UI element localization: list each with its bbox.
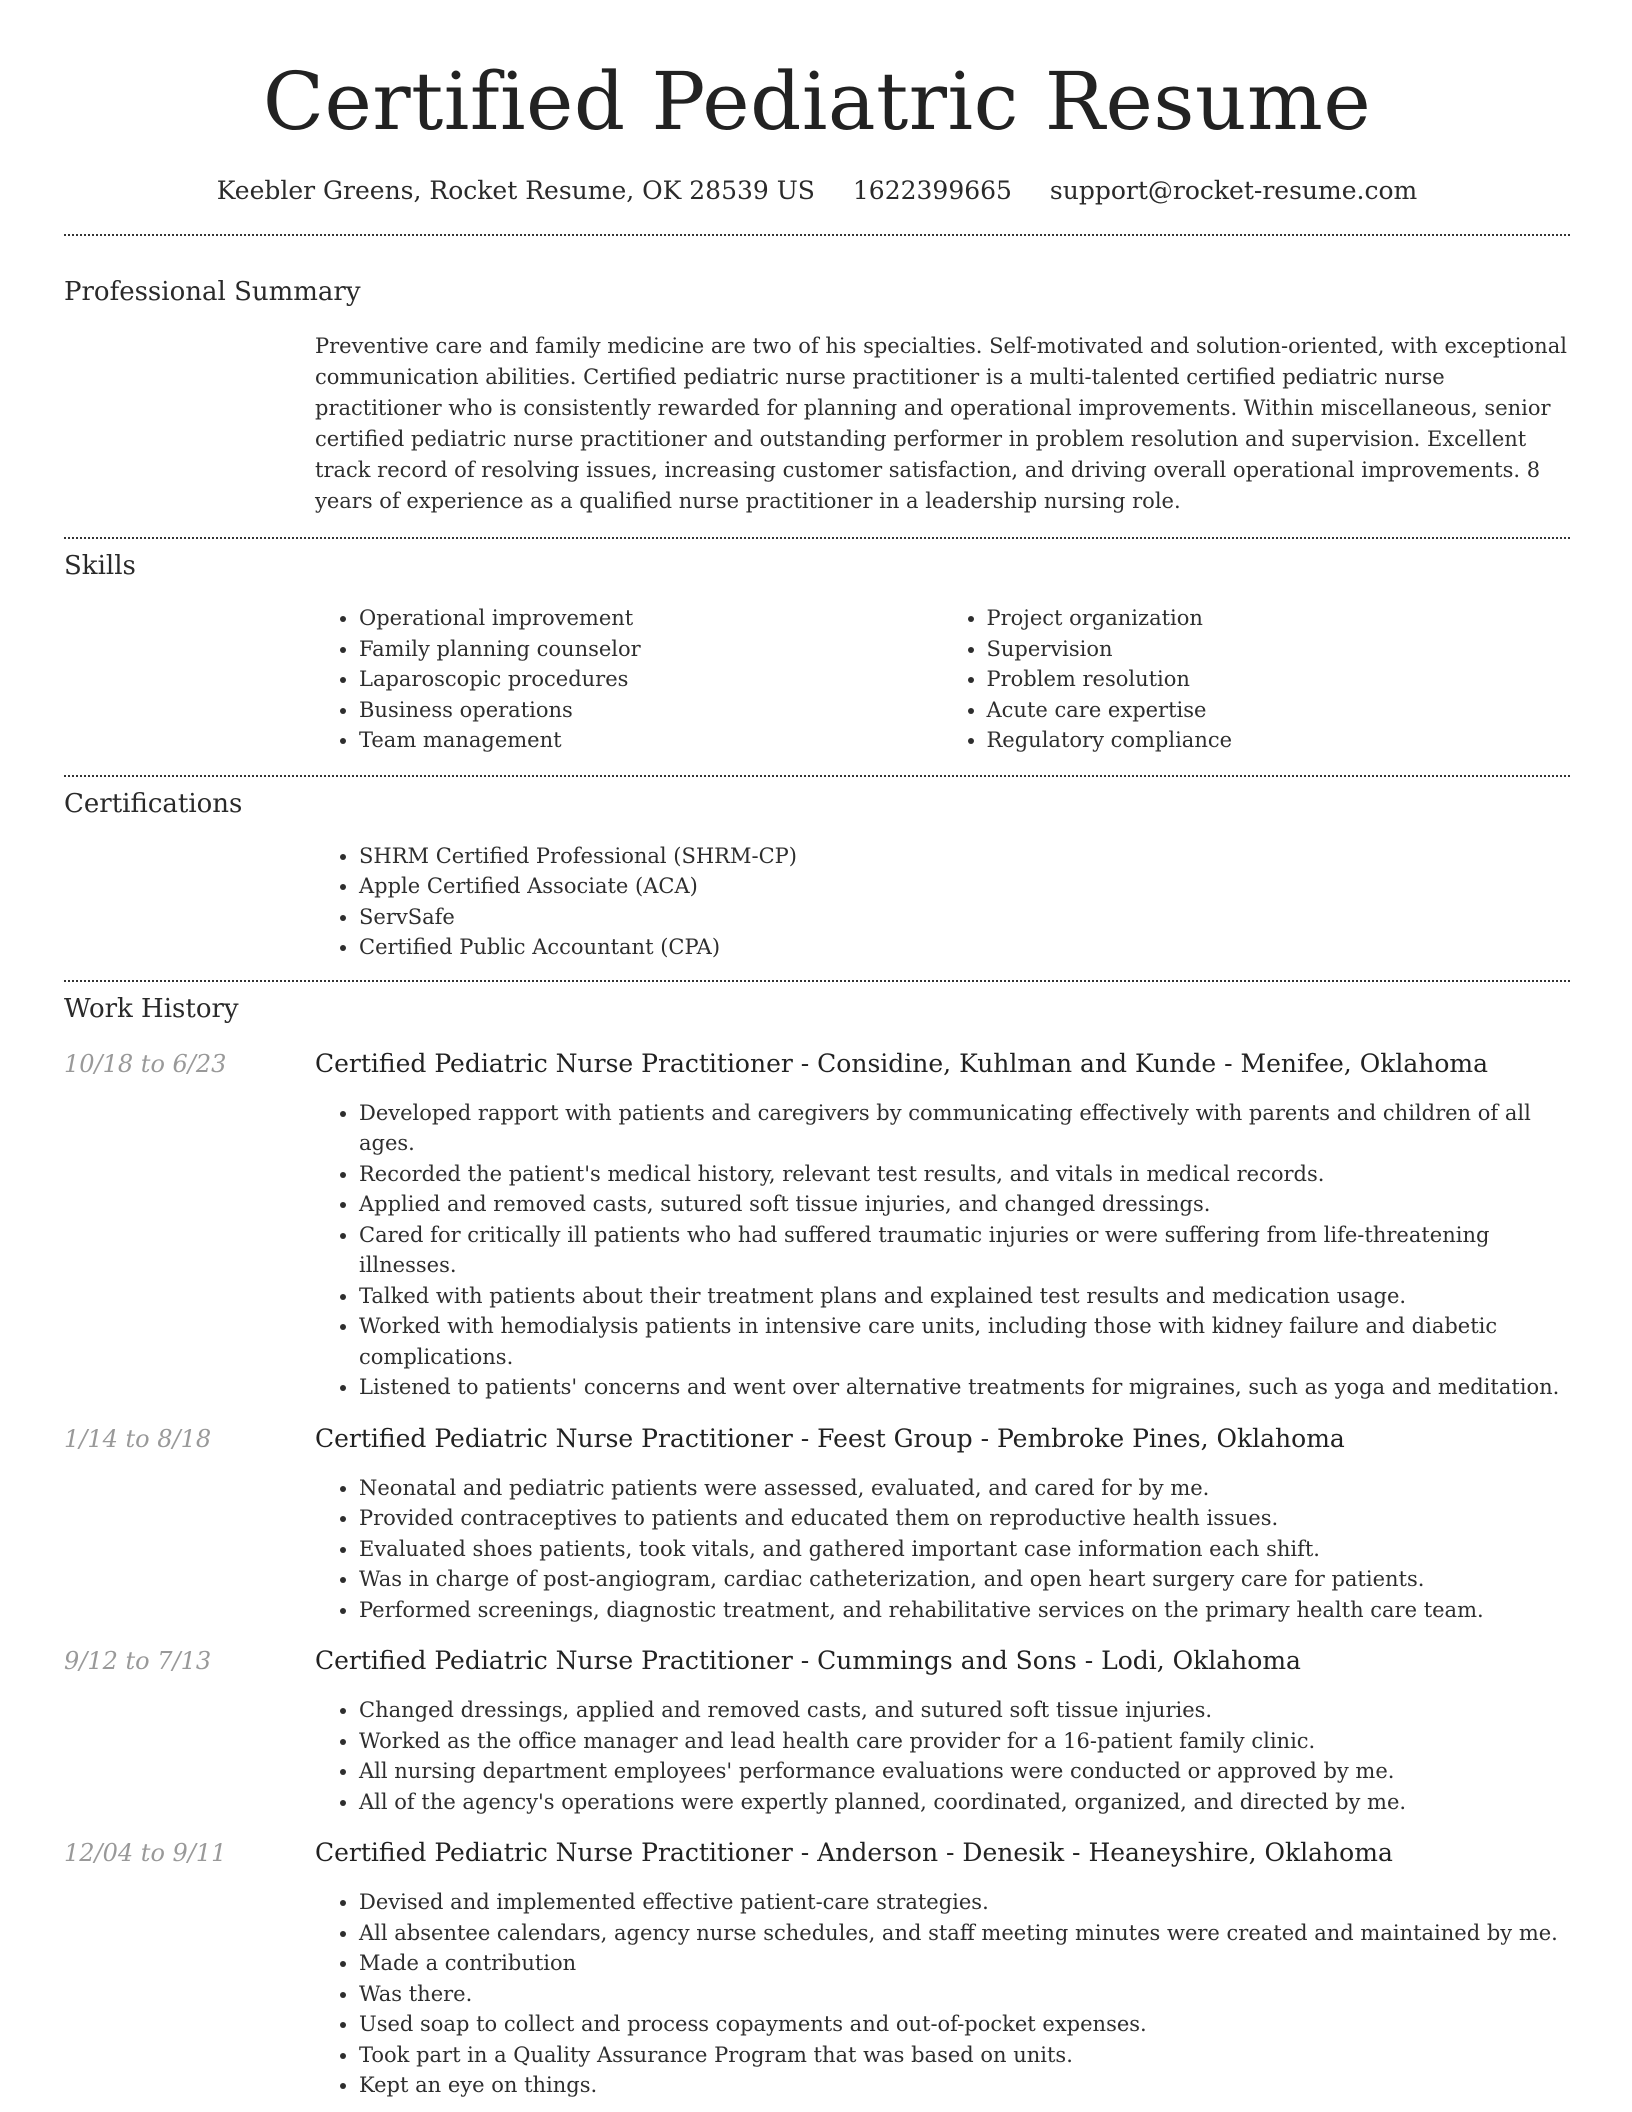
certification-item: • ServSafe [359, 902, 1570, 933]
skill-item: • Family planning counselor [359, 634, 943, 665]
work-section [64, 992, 1570, 2101]
contact-line [64, 174, 1570, 208]
job-duty-item: • All of the agency's operations were expertly planned, coordinated, organized, and directed by me. [359, 1787, 1570, 1818]
divider [64, 537, 1570, 539]
skill-item: • Supervision [987, 634, 1571, 665]
job-entry [64, 1645, 1570, 1817]
summary-body [315, 331, 1570, 517]
job-duty-item: • Was in charge of post-angiogram, cardiac catheterization, and open heart surgery care for patients. [359, 1564, 1570, 1595]
job-duty-item: • Worked as the office manager and lead health care provider for a 16-patient family clinic. [359, 1726, 1570, 1757]
resume-page [64, 0, 1570, 2101]
summary-section [64, 275, 1570, 517]
job-duty-item: • All nursing department employees' performance evaluations were conducted or approved by me. [359, 1756, 1570, 1787]
certifications-heading: Certifications [64, 788, 243, 819]
skill-item: • Project organization [987, 603, 1571, 634]
job-duty-item: • Listened to patients' concerns and went over alternative treatments for migraines, such as yoga and meditation. [359, 1372, 1570, 1403]
skill-item: • Operational improvement [359, 603, 943, 634]
certification-item: • Certified Public Accountant (CPA) [359, 932, 1570, 963]
job-entry [64, 1423, 1570, 1626]
skill-item: • Team management [359, 725, 943, 756]
job-title: Certified Pediatric Nurse Practitioner - Anderson - Denesik - Heaneyshire, Oklahoma [315, 1838, 1393, 1867]
contact-phone: 1622399665 [852, 176, 1012, 205]
job-duty-item: • Made a contribution [359, 1948, 1570, 1979]
job-duty-item: • Devised and implemented effective patient-care strategies. [359, 1887, 1570, 1918]
contact-email: support@rocket-resume.com [1049, 176, 1418, 205]
job-duty-item: • Cared for critically ill patients who had suffered traumatic injuries or were suffering from life-threatening illnesses. [359, 1220, 1570, 1281]
job-duty-item: • Recorded the patient's medical history, relevant test results, and vitals in medical records. [359, 1159, 1570, 1190]
job-entry [64, 1048, 1570, 1403]
job-duty-item: • Developed rapport with patients and caregivers by communicating effectively with parents and children of all ages. [359, 1098, 1570, 1159]
certifications-section [64, 787, 1570, 963]
job-duties-list [315, 1098, 1570, 1403]
certifications-body [315, 841, 1570, 963]
job-duty-item: • Used soap to collect and process copayments and out-of-pocket expenses. [359, 2009, 1570, 2040]
divider [64, 234, 1570, 236]
job-duty-item: • Talked with patients about their treatment plans and explained test results and medication usage. [359, 1281, 1570, 1312]
job-title: Certified Pediatric Nurse Practitioner - Cummings and Sons - Lodi, Oklahoma [315, 1646, 1301, 1675]
skill-item: • Acute care expertise [987, 695, 1571, 726]
job-date: 1/14 to 8/18 [64, 1424, 212, 1453]
job-duty-item: • Neonatal and pediatric patients were assessed, evaluated, and cared for by me. [359, 1473, 1570, 1504]
job-duty-item: • Kept an eye on things. [359, 2070, 1570, 2101]
job-duty-item: • Changed dressings, applied and removed casts, and sutured soft tissue injuries. [359, 1695, 1570, 1726]
job-header [64, 1645, 1570, 1677]
job-duties-list [315, 1887, 1570, 2101]
job-duties-list [315, 1695, 1570, 1817]
skill-item: • Business operations [359, 695, 943, 726]
skills-left-list [315, 603, 943, 756]
job-duty-item: • Applied and removed casts, sutured soft tissue injuries, and changed dressings. [359, 1189, 1570, 1220]
job-header [64, 1423, 1570, 1455]
summary-text: Preventive care and family medicine are two of his specialties. Self-motivated and solution-oriented, with exceptional communication abilities. Certified pediatric nurse practitioner is a multi-talented certified pediatric nurse practitioner who is consistently rewarded for planning and operational improvements. Within miscellaneous, senior certified pediatric nurse practitioner and outstanding performer in problem resolution and supervision. Excellent track record of resolving issues, increasing customer satisfaction, and driving overall operational improvements. 8 years of experience as a qualified nurse practitioner in a leadership nursing role. [315, 334, 1567, 513]
job-duties [315, 1887, 1570, 2101]
resume-title: Certified Pediatric Resume [262, 55, 1372, 148]
contact-address: Keebler Greens, Rocket Resume, OK 28539 US [216, 176, 815, 205]
skill-item: • Regulatory compliance [987, 725, 1571, 756]
job-date: 12/04 to 9/11 [64, 1839, 227, 1867]
certification-item: • Apple Certified Associate (ACA) [359, 871, 1570, 902]
job-duty-item: • Evaluated shoes patients, took vitals, and gathered important case information each shift. [359, 1534, 1570, 1565]
certification-item: • SHRM Certified Professional (SHRM-CP) [359, 841, 1570, 872]
skills-section [64, 549, 1570, 756]
job-header [64, 1048, 1570, 1080]
job-duty-item: • Took part in a Quality Assurance Program that was based on units. [359, 2040, 1570, 2071]
skills-right-list [943, 603, 1571, 756]
job-duties-list [315, 1473, 1570, 1626]
job-date: 9/12 to 7/13 [64, 1647, 212, 1675]
divider [64, 980, 1570, 982]
skill-item: • Problem resolution [987, 664, 1571, 695]
skill-item: • Laparoscopic procedures [359, 664, 943, 695]
job-duty-item: • Was there. [359, 1979, 1570, 2010]
job-duties [315, 1695, 1570, 1817]
job-list [64, 1048, 1570, 2101]
job-duty-item: • All absentee calendars, agency nurse schedules, and staff meeting minutes were created and maintained by me. [359, 1918, 1570, 1949]
job-duties [315, 1473, 1570, 1626]
job-date: 10/18 to 6/23 [64, 1049, 227, 1078]
job-header [64, 1837, 1570, 1869]
divider [64, 775, 1570, 777]
skills-heading: Skills [64, 551, 136, 581]
job-duty-item: • Worked with hemodialysis patients in intensive care units, including those with kidney failure and diabetic complications. [359, 1311, 1570, 1372]
certifications-list [315, 841, 1570, 963]
job-title: Certified Pediatric Nurse Practitioner - Feest Group - Pembroke Pines, Oklahoma [315, 1423, 1345, 1453]
skills-grid [315, 603, 1570, 756]
job-duty-item: • Performed screenings, diagnostic treatment, and rehabilitative services on the primary health care team. [359, 1595, 1570, 1626]
job-title: Certified Pediatric Nurse Practitioner - Considine, Kuhlman and Kunde - Menifee, Oklahoma [315, 1048, 1489, 1078]
work-heading: Work History [64, 993, 239, 1024]
job-duties [315, 1098, 1570, 1403]
job-entry [64, 1837, 1570, 2101]
summary-heading: Professional Summary [64, 277, 361, 307]
job-duty-item: • Provided contraceptives to patients and educated them on reproductive health issues. [359, 1503, 1570, 1534]
